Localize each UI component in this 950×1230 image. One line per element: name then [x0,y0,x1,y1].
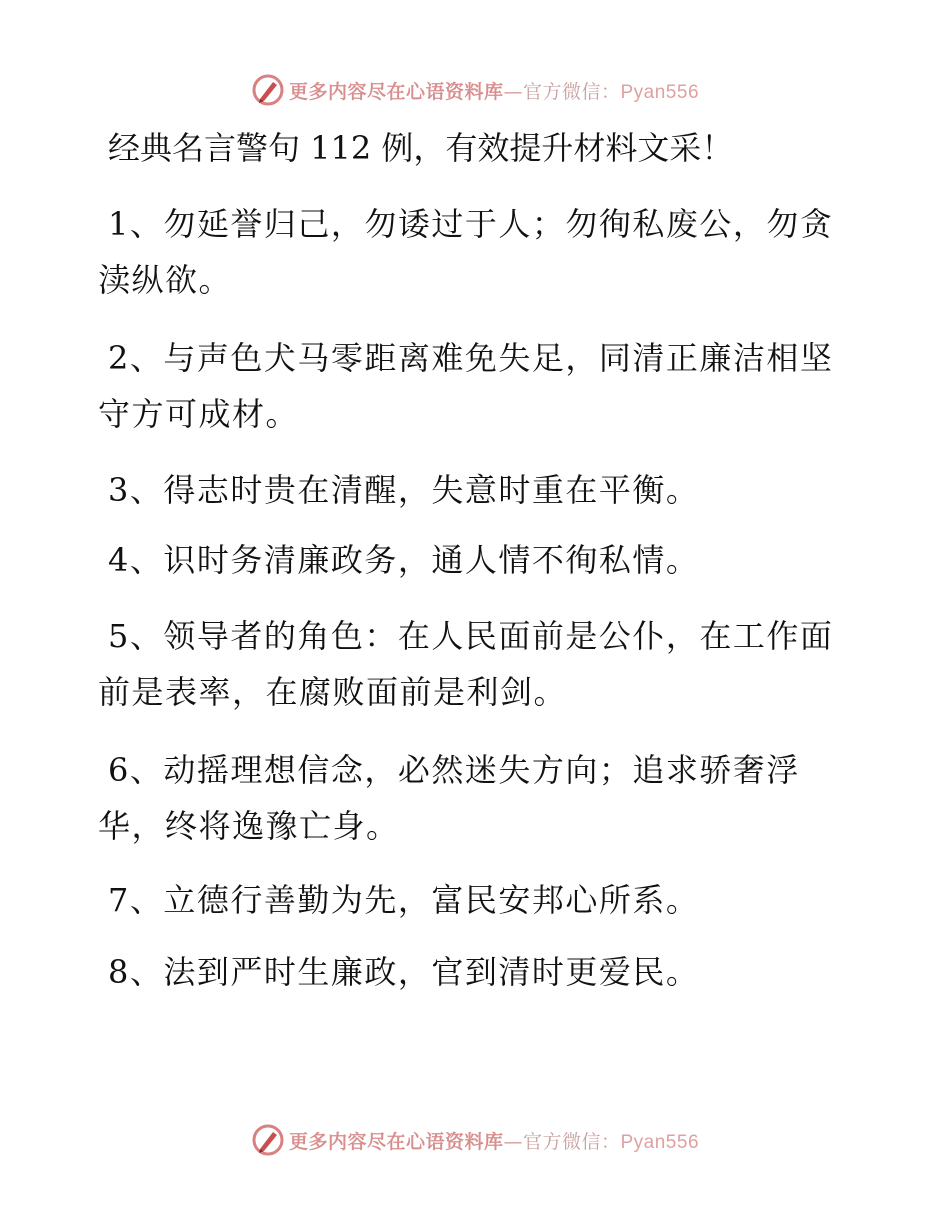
watermark-dash: — [503,80,523,103]
pen-logo-icon [251,73,285,107]
watermark-dash: — [503,1130,523,1153]
header-watermark [0,70,950,110]
watermark-main: 更多内容尽在心语资料库 [288,80,504,103]
quote-item: 2、与声色犬马零距离难免失足，同清正廉洁相坚守方可成材。 [98,339,834,433]
footer-watermark [0,1120,950,1160]
quote-item: 6、动摇理想信念，必然迷失方向；追求骄奢浮华，终将逸豫亡身。 [98,751,800,845]
watermark-sub: 官方微信： [522,1130,621,1153]
watermark-id: Pyan556 [620,1131,700,1153]
watermark-sub: 官方微信： [522,80,621,103]
watermark-text [289,1127,699,1154]
quote-item: 1、勿延誉归己，勿诿过于人；勿徇私废公，勿贪渎纵欲。 [98,205,834,299]
watermark-id: Pyan556 [620,81,700,103]
quote-item: 3、得志时贵在清醒，失意时重在平衡。 [108,471,700,509]
quote-item: 7、立德行善勤为先，富民安邦心所系。 [108,881,700,919]
watermark-text [289,77,699,104]
quote-item: 8、法到严时生廉政，官到清时更爱民。 [108,953,700,991]
quote-item: 5、领导者的角色：在人民面前是公仆，在工作面前是表率，在腐败面前是利剑。 [98,617,834,711]
watermark-main: 更多内容尽在心语资料库 [288,1130,504,1153]
quote-item: 4、识时务清廉政务，通人情不徇私情。 [108,541,700,579]
document-title: 经典名言警句 112 例，有效提升材料文采！ [108,129,734,167]
pen-logo-icon [251,1123,285,1157]
